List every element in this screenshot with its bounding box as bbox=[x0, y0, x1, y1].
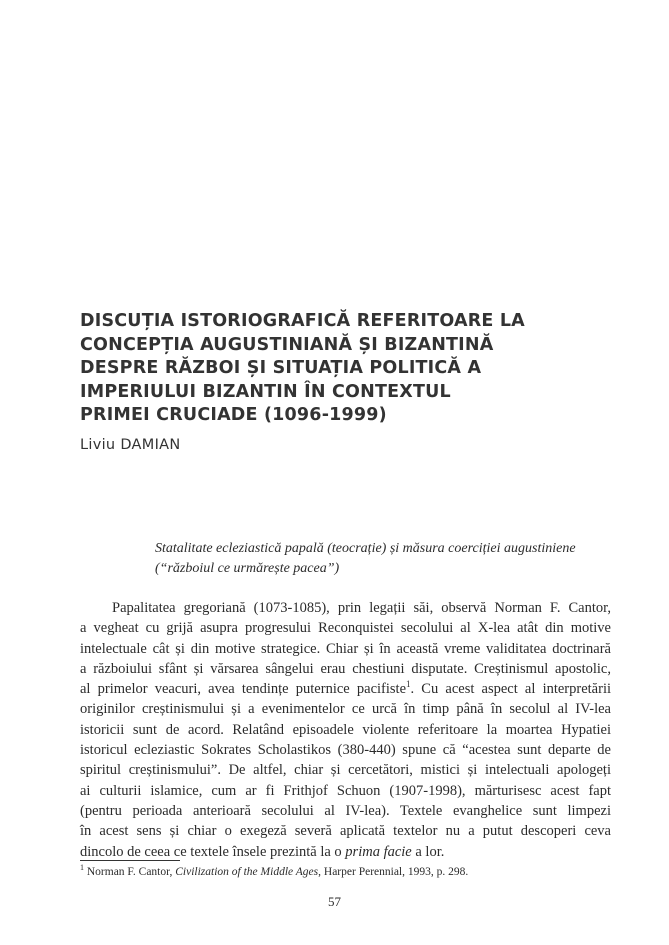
line-text: . Cu acest aspect al interpretării bbox=[410, 681, 612, 698]
paragraph-line: spiritul creștinismului”. De altfel, chiar și cercetători, mistici și intelectuali apologeți bbox=[80, 762, 611, 779]
footnote-divider bbox=[80, 860, 180, 861]
title-line: DESPRE RĂZBOI ȘI SITUAȚIA POLITICĂ A bbox=[80, 358, 482, 378]
line-text: dincolo de ceea ce textele însele prezintă la o bbox=[80, 843, 346, 860]
footnote bbox=[80, 865, 610, 879]
footnote-book-title: Civilization of the Middle Ages bbox=[175, 866, 319, 878]
author-first-name: Liviu bbox=[80, 437, 116, 453]
title-line: PRIMEI CRUCIADE (1096-1999) bbox=[80, 405, 387, 425]
author-name bbox=[80, 437, 181, 453]
footnote-publication: , Harper Perennial, 1993, p. 298. bbox=[318, 866, 469, 878]
epigraph-line: (“războiul ce urmărește pacea”) bbox=[155, 561, 340, 576]
title-line: IMPERIULUI BIZANTIN ÎN CONTEXTUL bbox=[80, 381, 451, 402]
line-text: a lor. bbox=[411, 843, 445, 860]
footnote-author: Norman F. Cantor, bbox=[84, 866, 176, 878]
line-text: al primelor veacuri, avea tendințe puternice pacifiste bbox=[80, 681, 407, 698]
paragraph-line: a războiului sfânt și vărsarea sângelui erau chestiuni disputate. Creștinismul apostolic, bbox=[80, 660, 611, 677]
body-paragraph bbox=[80, 598, 611, 862]
paragraph-line: în acest sens și chiar o exegeză severă aplicată textelor nu a putut descoperi ceva bbox=[80, 823, 611, 840]
italic-phrase: prima facie bbox=[345, 843, 412, 860]
page-number: 57 bbox=[328, 894, 341, 909]
author-last-name: DAMIAN bbox=[120, 437, 181, 453]
paragraph-line: originilor creștinismului și a evenimentelor ce urcă în timp până în secolul al IV-lea bbox=[80, 701, 611, 718]
paragraph-line bbox=[80, 679, 611, 699]
paragraph-line: (pentru perioada anterioară secolului al IV-lea). Textele evanghelice sunt limpezi bbox=[80, 802, 611, 819]
paragraph-line: Papalitatea gregoriană (1073-1085), prin legații săi, observă Norman F. Cantor, bbox=[112, 600, 611, 616]
epigraph bbox=[155, 539, 615, 579]
title-line: CONCEPȚIA AUGUSTINIANĂ ȘI BIZANTINĂ bbox=[80, 334, 494, 355]
paragraph-line: ai culturii islamice, cum ar fi Frithjof Schuon (1907-1998), mărturisesc acest fapt bbox=[80, 782, 611, 799]
epigraph-line: Statalitate ecleziastică papală (teocrație) și măsura coerciției augustiniene bbox=[155, 541, 576, 556]
paragraph-line: intelectuale cât și din motive strategice. Chiar și în această vreme validitatea doctrinară bbox=[80, 640, 611, 657]
paragraph-line: a vegheat cu grijă asupra progresului Reconquistei secolului al X-lea atât din motive bbox=[80, 620, 611, 637]
paragraph-line: istoricii sunt de acord. Relatând episoadele violente referitoare la moartea Hypatiei bbox=[80, 721, 611, 738]
footnote-mark: 1 bbox=[80, 863, 84, 873]
paragraph-line bbox=[80, 842, 611, 862]
footnote-reference[interactable]: 1 bbox=[406, 679, 411, 690]
paragraph-line: istoricul ecleziastic Sokrates Scholastikos (380-440) spune că “acestea sunt departe de bbox=[80, 742, 611, 759]
title-line: DISCUȚIA ISTORIOGRAFICĂ REFERITOARE LA bbox=[80, 311, 525, 331]
article-title bbox=[80, 310, 600, 428]
